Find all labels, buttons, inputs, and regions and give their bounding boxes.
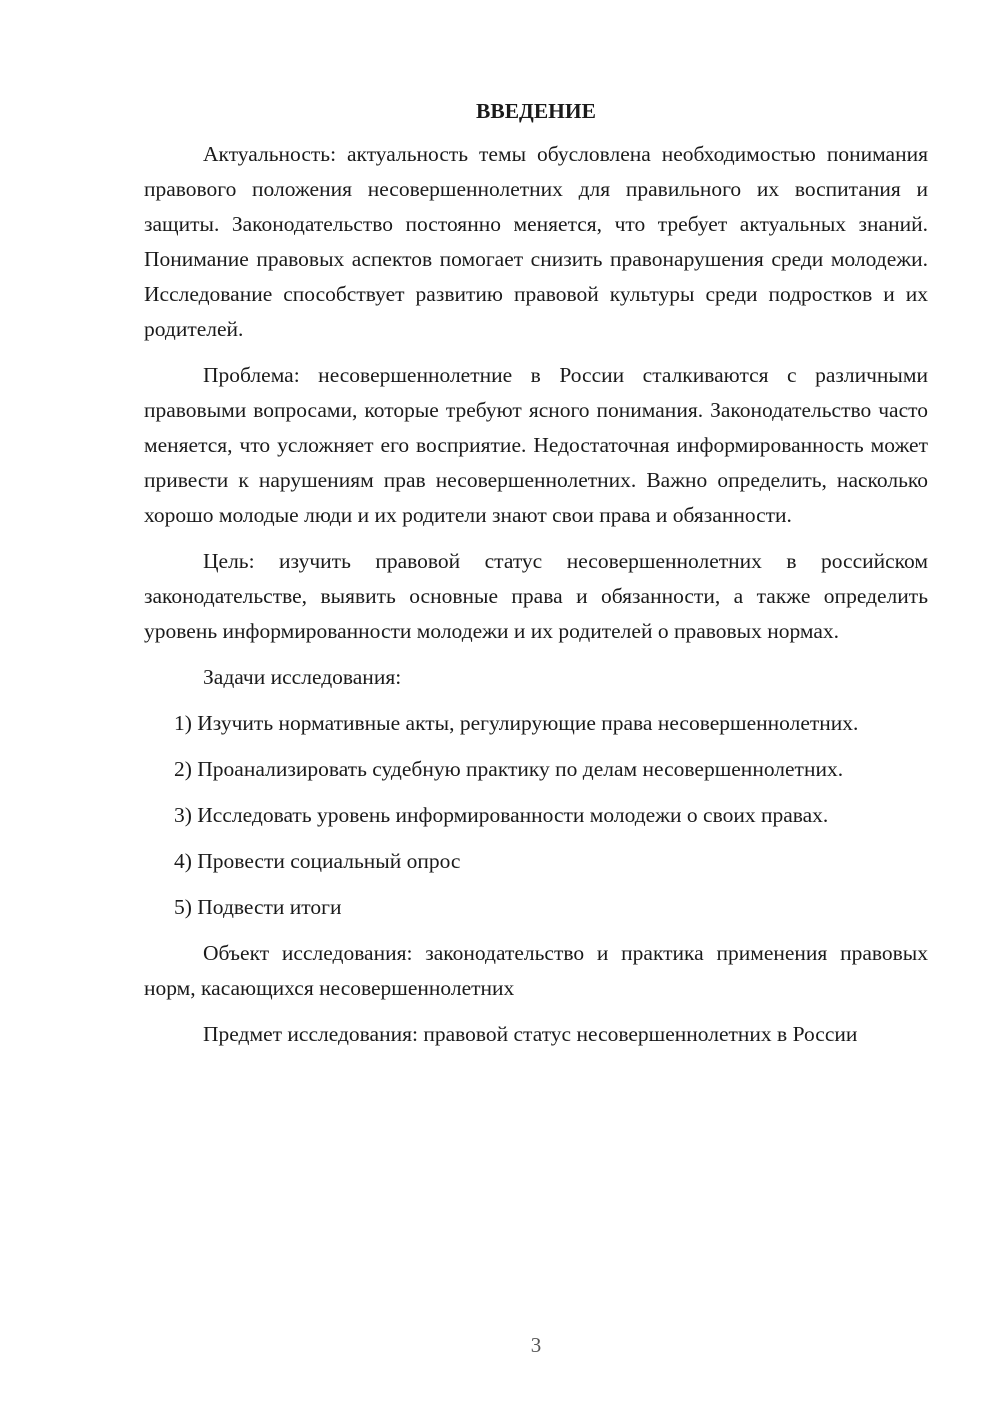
paragraph-subject: Предмет исследования: правовой статус несовершеннолетних в России (203, 1022, 858, 1046)
tasks-header: Задачи исследования: (203, 665, 402, 689)
document-title: ВВЕДЕНИЕ (476, 99, 596, 123)
task-item-4: 4) Провести социальный опрос (174, 849, 461, 873)
paragraph-problem: Проблема: несовершеннолетние в России сталкиваются с различными правовыми вопросами, которые требуют ясного понимания. Законодательство часто меняется, что усложняет его восприятие. Недостаточная информированность может привести к нарушениям прав несовершеннолетних. Важно определить, насколько хорошо молодые люди и их родители знают свои права и обязанности. (144, 363, 928, 527)
task-item-5: 5) Подвести итоги (174, 895, 342, 919)
paragraph-relevance: Актуальность: актуальность темы обусловлена необходимостью понимания правового положения несовершеннолетних для правильного их воспитания и защиты. Законодательство постоянно меняется, что требует актуальных знаний. Понимание правовых аспектов помогает снизить правонарушения среди молодежи. Исследование способствует развитию правовой культуры среди подростков и их родителей. (144, 142, 928, 341)
paragraph-goal: Цель: изучить правовой статус несовершеннолетних в российском законодательстве, выявить основные права и обязанности, а также определить уровень информированности молодежи и их родителей о правовых нормах. (144, 549, 928, 643)
document-page (144, 96, 928, 1063)
page-number: 3 (530, 1333, 542, 1357)
paragraph-object: Объект исследования: законодательство и практика применения правовых норм, касающихся несовершеннолетних (144, 941, 928, 1000)
task-item-3: 3) Исследовать уровень информированности молодежи о своих правах. (174, 803, 829, 827)
task-item-1: 1) Изучить нормативные акты, регулирующие права несовершеннолетних. (174, 711, 859, 735)
task-item-2: 2) Проанализировать судебную практику по делам несовершеннолетних. (174, 757, 844, 781)
